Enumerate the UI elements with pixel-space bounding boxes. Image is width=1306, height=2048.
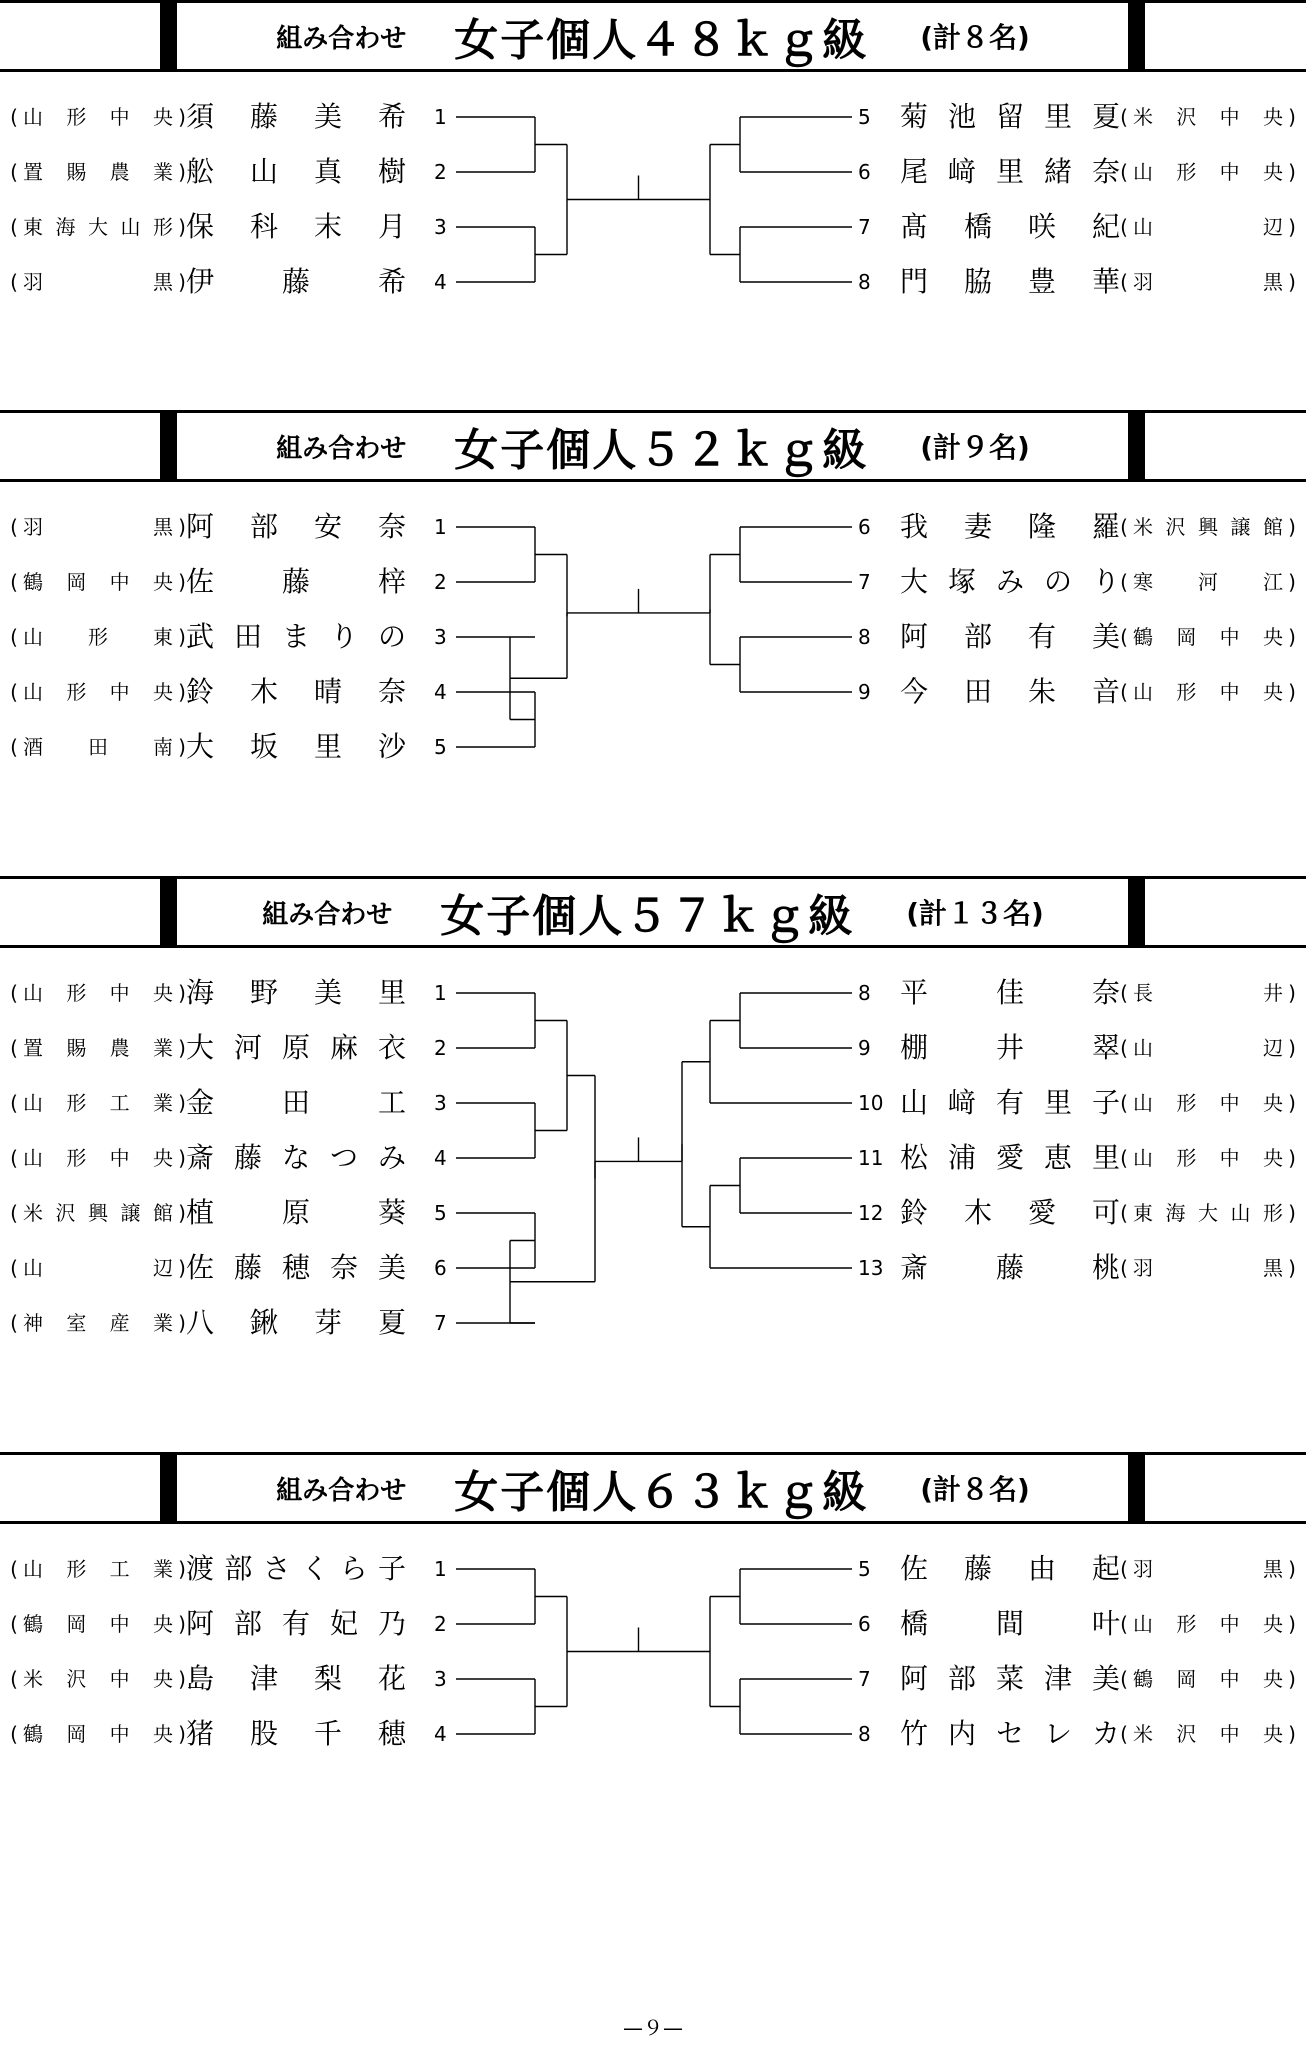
school-name: 羽 黒 [23, 515, 173, 539]
weight-class-title: 女子個人５７ｋｇ級 [440, 891, 855, 942]
school-name: 山 形 中 央 [1133, 1091, 1283, 1115]
athlete-name: 尾 﨑 里 緒 奈 [900, 155, 1120, 188]
athlete-name: 渡 部 さ く ら 子 [186, 1552, 406, 1585]
athlete-name: 斎 藤 な つ み [186, 1141, 406, 1174]
header-prefix: 組み合わせ [276, 433, 407, 464]
school-name: 置 賜 農 業 [23, 160, 173, 184]
athlete-name: 菊 池 留 里 夏 [900, 100, 1120, 133]
school-name: 山 形 東 [23, 625, 173, 649]
entrant-row: ( 山 辺 ) 佐 藤 穂 奈 美 6 [0, 1247, 1306, 1289]
athlete-name: 大 河 原 麻 衣 [186, 1031, 406, 1064]
school-name: 羽 黒 [1133, 1256, 1283, 1280]
weight-class-title: 女子個人５２ｋｇ級 [454, 425, 869, 476]
school-name: 長 井 [1133, 981, 1283, 1005]
draw-number: 2 [434, 160, 447, 184]
athlete-name: 佐 藤 穂 奈 美 [186, 1251, 406, 1284]
school-name: 羽 黒 [23, 270, 173, 294]
entrant-count: (計８名) [920, 1473, 1030, 1506]
entrant-row: ( 米 沢 中 央 ) 竹 内 セ レ カ 8 [0, 1713, 1306, 1755]
athlete-name: 竹 内 セ レ カ [900, 1717, 1120, 1750]
school-name: 山 形 中 央 [1133, 1146, 1283, 1170]
weight-class-title: 女子個人６３ｋｇ級 [454, 1467, 869, 1518]
athlete-name: 門 脇 豊 華 [900, 265, 1120, 298]
athlete-name: 島 津 梨 花 [186, 1662, 406, 1695]
entrant-row: ( 米 沢 興 譲 館 ) 植 原 葵 5 [0, 1192, 1306, 1234]
draw-number: 2 [434, 570, 447, 594]
athlete-name: 舩 山 真 樹 [186, 155, 406, 188]
draw-number: 1 [434, 981, 447, 1005]
draw-number: 5 [434, 1201, 447, 1225]
school-name: 米 沢 興 譲 館 [1133, 515, 1283, 539]
athlete-name: 猪 股 千 穂 [186, 1717, 406, 1750]
entrant-row: ( 山 辺 ) 棚 井 翠 9 [0, 1027, 1306, 1069]
school-name: 山 辺 [1133, 1036, 1283, 1060]
draw-number: 5 [434, 735, 447, 759]
entrant-row: ( 山 形 中 央 ) 橋 間 叶 6 [0, 1603, 1306, 1645]
entrant-row: ( 山 形 中 央 ) 山 﨑 有 里 子 10 [0, 1082, 1306, 1124]
entrant-row: ( 山 辺 ) 髙 橋 咲 紀 7 [0, 206, 1306, 248]
draw-number: 3 [434, 1091, 447, 1115]
draw-number: 3 [434, 625, 447, 649]
school-name: 置 賜 農 業 [23, 1036, 173, 1060]
entrant-count: (計８名) [920, 21, 1030, 54]
draw-number: 4 [434, 680, 447, 704]
school-name: 山 形 工 業 [23, 1091, 173, 1115]
athlete-name: 鈴 木 愛 可 [900, 1196, 1120, 1229]
draw-number: 13 [858, 1256, 884, 1280]
athlete-name: 今 田 朱 音 [900, 675, 1120, 708]
draw-number: 7 [858, 570, 871, 594]
entrant-row: ( 山 形 工 業 ) 渡 部 さ く ら 子 1 [0, 1548, 1306, 1590]
school-name: 山 形 中 央 [23, 1146, 173, 1170]
entrant-row: ( 神 室 産 業 ) 八 鍬 芽 夏 7 [0, 1302, 1306, 1344]
entrant-row: ( 鶴 岡 中 央 ) 阿 部 菜 津 美 7 [0, 1658, 1306, 1700]
school-name: 酒 田 南 [23, 735, 173, 759]
athlete-name: 阿 部 有 妃 乃 [186, 1607, 406, 1640]
header-prefix: 組み合わせ [262, 899, 393, 930]
draw-number: 6 [858, 1612, 871, 1636]
entrant-row: ( 酒 田 南 ) 大 坂 里 沙 5 [0, 726, 1306, 768]
entrant-row: ( 東 海 大 山 形 ) 鈴 木 愛 可 12 [0, 1192, 1306, 1234]
draw-number: 6 [858, 515, 871, 539]
athlete-name: 斎 藤 桃 [900, 1251, 1120, 1284]
athlete-name: 棚 井 翠 [900, 1031, 1120, 1064]
entrant-row: ( 鶴 岡 中 央 ) 佐 藤 梓 2 [0, 561, 1306, 603]
draw-number: 8 [858, 625, 871, 649]
page-number: —９— [623, 2016, 683, 2040]
school-name: 羽 黒 [1133, 1557, 1283, 1581]
entrant-row: ( 米 沢 中 央 ) 菊 池 留 里 夏 5 [0, 96, 1306, 138]
school-name: 山 辺 [23, 1256, 173, 1280]
entrant-row: ( 山 形 中 央 ) 海 野 美 里 1 [0, 972, 1306, 1014]
draw-number: 2 [434, 1036, 447, 1060]
athlete-name: 金 田 工 [186, 1086, 406, 1119]
draw-number: 1 [434, 515, 447, 539]
school-name: 米 沢 中 央 [23, 1667, 173, 1691]
school-name: 鶴 岡 中 央 [23, 1722, 173, 1746]
entrant-row: ( 山 形 中 央 ) 松 浦 愛 恵 里 11 [0, 1137, 1306, 1179]
draw-number: 9 [858, 680, 871, 704]
entrant-row: ( 羽 黒 ) 斎 藤 桃 13 [0, 1247, 1306, 1289]
athlete-name: 鈴 木 晴 奈 [186, 675, 406, 708]
athlete-name: 阿 部 菜 津 美 [900, 1662, 1120, 1695]
athlete-name: 伊 藤 希 [186, 265, 406, 298]
entrant-row: ( 山 形 中 央 ) 尾 﨑 里 緒 奈 6 [0, 151, 1306, 193]
draw-number: 8 [858, 981, 871, 1005]
draw-number: 4 [434, 270, 447, 294]
school-name: 山 形 工 業 [23, 1557, 173, 1581]
athlete-name: 海 野 美 里 [186, 976, 406, 1009]
entrant-row: ( 山 形 中 央 ) 今 田 朱 音 9 [0, 671, 1306, 713]
athlete-name: 須 藤 美 希 [186, 100, 406, 133]
entrant-row: ( 置 賜 農 業 ) 舩 山 真 樹 2 [0, 151, 1306, 193]
draw-number: 4 [434, 1146, 447, 1170]
athlete-name: 八 鍬 芽 夏 [186, 1306, 406, 1339]
athlete-name: 武 田 ま り の [186, 620, 406, 653]
entrant-row: ( 羽 黒 ) 伊 藤 希 4 [0, 261, 1306, 303]
draw-number: 12 [858, 1201, 884, 1225]
athlete-name: 大 坂 里 沙 [186, 730, 406, 763]
school-name: 神 室 産 業 [23, 1311, 173, 1335]
athlete-name: 保 科 末 月 [186, 210, 406, 243]
athlete-name: 平 佳 奈 [900, 976, 1120, 1009]
entrant-row: ( 羽 黒 ) 阿 部 安 奈 1 [0, 506, 1306, 548]
school-name: 山 形 中 央 [1133, 680, 1283, 704]
school-name: 山 形 中 央 [23, 680, 173, 704]
school-name: 山 辺 [1133, 215, 1283, 239]
draw-number: 10 [858, 1091, 884, 1115]
draw-number: 3 [434, 1667, 447, 1691]
draw-number: 1 [434, 105, 447, 129]
entrant-row: ( 長 井 ) 平 佳 奈 8 [0, 972, 1306, 1014]
school-name: 山 形 中 央 [23, 105, 173, 129]
school-name: 米 沢 中 央 [1133, 105, 1283, 129]
entrant-row: ( 山 形 東 ) 武 田 ま り の 3 [0, 616, 1306, 658]
draw-number: 11 [858, 1146, 884, 1170]
entrant-count: (計９名) [920, 431, 1030, 464]
bracket-lines [0, 876, 1306, 1436]
entrant-row: ( 置 賜 農 業 ) 大 河 原 麻 衣 2 [0, 1027, 1306, 1069]
athlete-name: 橋 間 叶 [900, 1607, 1120, 1640]
school-name: 鶴 岡 中 央 [1133, 625, 1283, 649]
school-name: 米 沢 中 央 [1133, 1722, 1283, 1746]
athlete-name: 阿 部 有 美 [900, 620, 1120, 653]
athlete-name: 佐 藤 由 起 [900, 1552, 1120, 1585]
bracket-lines [0, 1452, 1306, 2012]
draw-number: 4 [434, 1722, 447, 1746]
draw-number: 7 [858, 1667, 871, 1691]
school-name: 山 形 中 央 [23, 981, 173, 1005]
entrant-row: ( 鶴 岡 中 央 ) 猪 股 千 穂 4 [0, 1713, 1306, 1755]
entrant-row: ( 鶴 岡 中 央 ) 阿 部 有 妃 乃 2 [0, 1603, 1306, 1645]
draw-number: 6 [434, 1256, 447, 1280]
draw-number: 8 [858, 1722, 871, 1746]
school-name: 鶴 岡 中 央 [1133, 1667, 1283, 1691]
draw-number: 1 [434, 1557, 447, 1581]
draw-number: 6 [858, 160, 871, 184]
entrant-row: ( 東 海 大 山 形 ) 保 科 末 月 3 [0, 206, 1306, 248]
draw-number: 7 [858, 215, 871, 239]
school-name: 東 海 大 山 形 [23, 215, 173, 239]
school-name: 山 形 中 央 [1133, 160, 1283, 184]
entrant-row: ( 羽 黒 ) 門 脇 豊 華 8 [0, 261, 1306, 303]
school-name: 鶴 岡 中 央 [23, 570, 173, 594]
entrant-row: ( 山 形 中 央 ) 須 藤 美 希 1 [0, 96, 1306, 138]
entrant-row: ( 米 沢 中 央 ) 島 津 梨 花 3 [0, 1658, 1306, 1700]
draw-number: 9 [858, 1036, 871, 1060]
draw-number: 8 [858, 270, 871, 294]
draw-number: 5 [858, 105, 871, 129]
entrant-row: ( 鶴 岡 中 央 ) 阿 部 有 美 8 [0, 616, 1306, 658]
header-prefix: 組み合わせ [276, 23, 407, 54]
school-name: 山 形 中 央 [1133, 1612, 1283, 1636]
entrant-row: ( 羽 黒 ) 佐 藤 由 起 5 [0, 1548, 1306, 1590]
athlete-name: 我 妻 隆 羅 [900, 510, 1120, 543]
athlete-name: 阿 部 安 奈 [186, 510, 406, 543]
entrant-row: ( 山 形 工 業 ) 金 田 工 3 [0, 1082, 1306, 1124]
school-name: 米 沢 興 譲 館 [23, 1201, 173, 1225]
athlete-name: 大 塚 み の り [900, 565, 1120, 598]
entrant-row: ( 米 沢 興 譲 館 ) 我 妻 隆 羅 6 [0, 506, 1306, 548]
draw-number: 3 [434, 215, 447, 239]
weight-class-title: 女子個人４８ｋｇ級 [454, 15, 869, 66]
draw-number: 2 [434, 1612, 447, 1636]
school-name: 鶴 岡 中 央 [23, 1612, 173, 1636]
school-name: 寒 河 江 [1133, 570, 1283, 594]
athlete-name: 山 﨑 有 里 子 [900, 1086, 1120, 1119]
entrant-row: ( 山 形 中 央 ) 鈴 木 晴 奈 4 [0, 671, 1306, 713]
draw-number: 7 [434, 1311, 447, 1335]
entrant-count: (計１３名) [906, 897, 1044, 930]
entrant-row: ( 寒 河 江 ) 大 塚 み の り 7 [0, 561, 1306, 603]
athlete-name: 松 浦 愛 恵 里 [900, 1141, 1120, 1174]
athlete-name: 植 原 葵 [186, 1196, 406, 1229]
school-name: 東 海 大 山 形 [1133, 1201, 1283, 1225]
header-prefix: 組み合わせ [276, 1475, 407, 1506]
athlete-name: 髙 橋 咲 紀 [900, 210, 1120, 243]
entrant-row: ( 山 形 中 央 ) 斎 藤 な つ み 4 [0, 1137, 1306, 1179]
draw-number: 5 [858, 1557, 871, 1581]
school-name: 羽 黒 [1133, 270, 1283, 294]
athlete-name: 佐 藤 梓 [186, 565, 406, 598]
